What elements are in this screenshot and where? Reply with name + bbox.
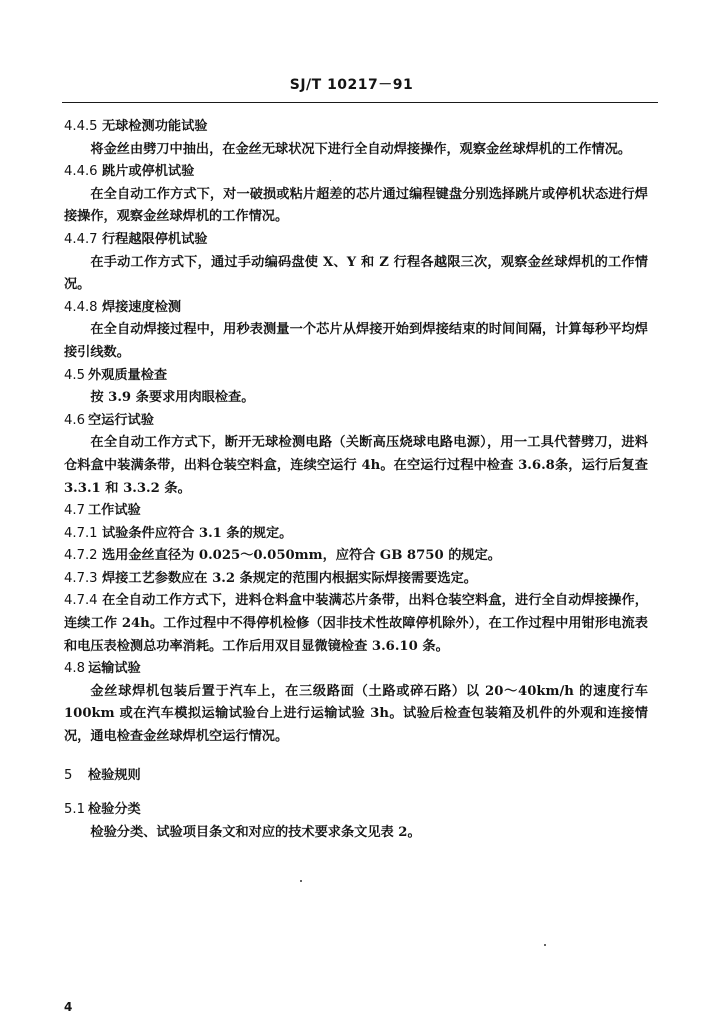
section-number: 4.4.6 bbox=[64, 164, 98, 180]
section-number: 4.6 bbox=[64, 412, 85, 428]
subsection-number: 4.7.2 bbox=[64, 548, 98, 564]
section-body-5-1: 检验分类、试验项目条文和对应的技术要求条文见表 2。 bbox=[90, 824, 421, 840]
subsection-body: 在全自动工作方式下，进料仓料盒中装满芯片条带，出料仓装空料盒，进行全自动焊接操作，连续工作 24h。工作过程中不得停机检修（因非技术性故障停机除外），在工作过程中用钳形电流表和电压表检测总功率消耗。工作后用双目显微镜检查 3.6.10 条。 bbox=[64, 593, 648, 654]
section-title: 运输试验 bbox=[88, 661, 141, 677]
section-heading-5-1 bbox=[64, 799, 648, 822]
spacer bbox=[64, 749, 648, 765]
subsection-number: 4.7.4 bbox=[64, 593, 98, 609]
subsection-4-7-1 bbox=[64, 523, 648, 546]
section-body-4-4-6: 在全自动工作方式下，对一破损或粘片超差的芯片通过编程键盘分别选择跳片或停机状态进行焊接操作，观察金丝球焊机的工作情况。 bbox=[64, 186, 648, 225]
section-body-4-5: 按 3.9 条要求用肉眼检查。 bbox=[90, 390, 255, 406]
section-number: 4.4.7 bbox=[64, 231, 98, 247]
section-body-4-8: 金丝球焊机包装后置于汽车上，在三级路面（土路或碎石路）以 20～40km/h 的速度行车 100km 或在汽车模拟运输试验台上进行运输试验 3h。试验后检查包装箱及机件的外观和连接情况，通电检查金丝球焊机空运行情况。 bbox=[64, 683, 648, 745]
section-title: 无球检测功能试验 bbox=[102, 119, 208, 134]
section-body-4-4-7: 在手动工作方式下，通过手动编码盘使 X、Y 和 Z 行程各越限三次，观察金丝球焊机的工作情况。 bbox=[64, 254, 648, 293]
document-body bbox=[64, 116, 648, 844]
section-heading-4-8 bbox=[64, 658, 648, 681]
section-title: 焊接速度检测 bbox=[102, 299, 182, 315]
subsection-body: 试验条件应符合 3.1 条的规定。 bbox=[102, 525, 293, 541]
section-number: 4.5 bbox=[64, 367, 85, 383]
subsection-4-7-2 bbox=[64, 545, 648, 568]
section-number: 4.4.8 bbox=[64, 299, 98, 315]
scan-speck bbox=[544, 944, 546, 946]
chapter-number: 5 bbox=[64, 767, 73, 783]
section-heading-4-4-6 bbox=[64, 161, 648, 184]
subsection-number: 4.7.3 bbox=[64, 570, 98, 586]
page-number: 4 bbox=[64, 1000, 73, 1014]
scan-speck bbox=[330, 180, 331, 181]
section-title: 跳片或停机试验 bbox=[102, 164, 195, 180]
subsection-4-7-3 bbox=[64, 568, 648, 591]
scan-speck bbox=[300, 880, 302, 882]
chapter-heading-5 bbox=[64, 765, 648, 788]
section-title: 空运行试验 bbox=[88, 412, 154, 428]
section-body-4-6: 在全自动工作方式下，断开无球检测电路（关断高压烧球电路电源），用一工具代替劈刀，进料仓料盒中装满条带，出料仓装空料盒，连续空运行 4h。在空运行过程中检查 3.6.8条，运行后复查 3.3.1 和 3.3.2 条。 bbox=[64, 435, 648, 496]
section-heading-4-6 bbox=[64, 410, 648, 433]
section-number: 5.1 bbox=[64, 802, 85, 818]
header-rule bbox=[62, 102, 658, 103]
section-heading-4-4-5 bbox=[64, 116, 648, 139]
section-title: 工作试验 bbox=[88, 503, 141, 519]
section-title: 行程越限停机试验 bbox=[102, 231, 208, 247]
section-number: 4.8 bbox=[64, 661, 85, 677]
section-number: 4.7 bbox=[64, 503, 85, 519]
section-heading-4-4-8 bbox=[64, 297, 648, 320]
section-heading-4-4-7 bbox=[64, 229, 648, 252]
section-heading-4-5 bbox=[64, 365, 648, 388]
subsection-body: 选用金丝直径为 0.025～0.050mm，应符合 GB 8750 的规定。 bbox=[102, 548, 501, 564]
subsection-4-7-4 bbox=[64, 590, 648, 658]
subsection-number: 4.7.1 bbox=[64, 525, 98, 541]
section-number: 4.4.5 bbox=[64, 119, 98, 134]
chapter-title: 检验规则 bbox=[88, 767, 141, 783]
section-body-4-4-8: 在全自动焊接过程中，用秒表测量一个芯片从焊接开始到焊接结束的时间间隔，计算每秒平均焊接引线数。 bbox=[64, 322, 648, 360]
section-body-4-4-5: 将金丝由劈刀中抽出，在金丝无球状况下进行全自动焊接操作，观察金丝球焊机的工作情况。 bbox=[90, 141, 632, 157]
subsection-body: 焊接工艺参数应在 3.2 条规定的范围内根据实际焊接需要选定。 bbox=[102, 570, 477, 586]
section-title: 检验分类 bbox=[88, 802, 141, 818]
spacer bbox=[64, 787, 648, 799]
section-heading-4-7 bbox=[64, 500, 648, 523]
standard-code-header: SJ/T 10217－91 bbox=[289, 77, 414, 93]
section-title: 外观质量检查 bbox=[88, 367, 168, 383]
